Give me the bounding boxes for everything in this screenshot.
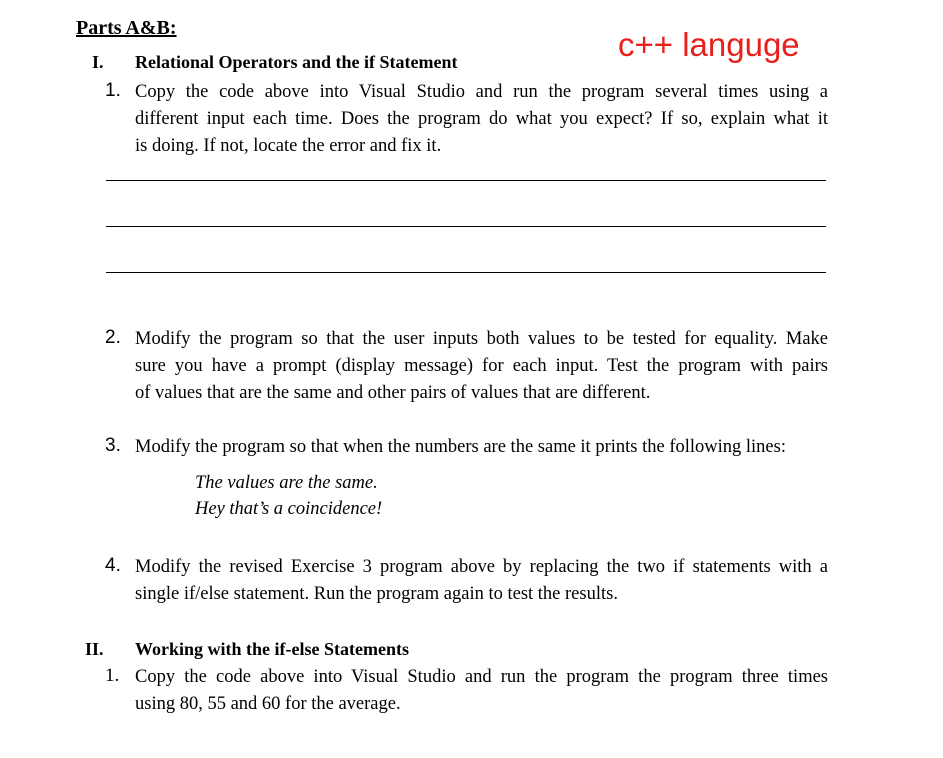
item-1-text — [135, 79, 828, 160]
text-line: sure you have a prompt (display message) for each input. Test the program with pairs — [135, 356, 828, 376]
section-2-item-1-number: 1. — [105, 665, 120, 686]
quote-line: The values are the same. — [195, 473, 378, 493]
item-3-number: 3. — [105, 435, 121, 456]
item-3-text — [135, 434, 828, 461]
section-2-numeral: II. — [85, 639, 104, 659]
text-line: Modify the program so that the user inputs both values to be tested for equality. Make — [135, 329, 828, 349]
text-line: is doing. If not, locate the error and fix it. — [135, 136, 442, 156]
section-2-item-1-text — [135, 664, 828, 718]
item-1-number: 1. — [105, 80, 121, 101]
section-1-numeral: I. — [92, 52, 104, 72]
answer-line — [106, 272, 826, 273]
text-line: using 80, 55 and 60 for the average. — [135, 694, 401, 714]
section-1-title: Relational Operators and the if Statement — [135, 52, 458, 72]
page-heading: Parts A&B: — [76, 17, 177, 39]
text-line: single if/else statement. Run the program again to test the results. — [135, 584, 618, 604]
text-line: Modify the program so that when the numbers are the same it prints the following lines: — [135, 437, 786, 457]
answer-line — [106, 226, 826, 227]
answer-line — [106, 180, 826, 181]
item-2-text — [135, 326, 828, 407]
item-4-number: 4. — [105, 555, 121, 576]
handwritten-annotation: c++ languge — [618, 26, 800, 63]
item-4-text — [135, 554, 828, 608]
item-2-number: 2. — [105, 327, 121, 348]
text-line: different input each time. Does the program do what you expect? If so, explain what it — [135, 109, 828, 129]
text-line: of values that are the same and other pairs of values that are different. — [135, 383, 651, 403]
section-2-title: Working with the if-else Statements — [135, 639, 409, 659]
quote-line: Hey that’s a coincidence! — [195, 499, 383, 519]
text-line: Modify the revised Exercise 3 program above by replacing the two if statements with a — [135, 557, 828, 577]
text-line: Copy the code above into Visual Studio and run the program the program three times — [135, 667, 828, 687]
text-line: Copy the code above into Visual Studio and run the program several times using a — [135, 82, 828, 102]
